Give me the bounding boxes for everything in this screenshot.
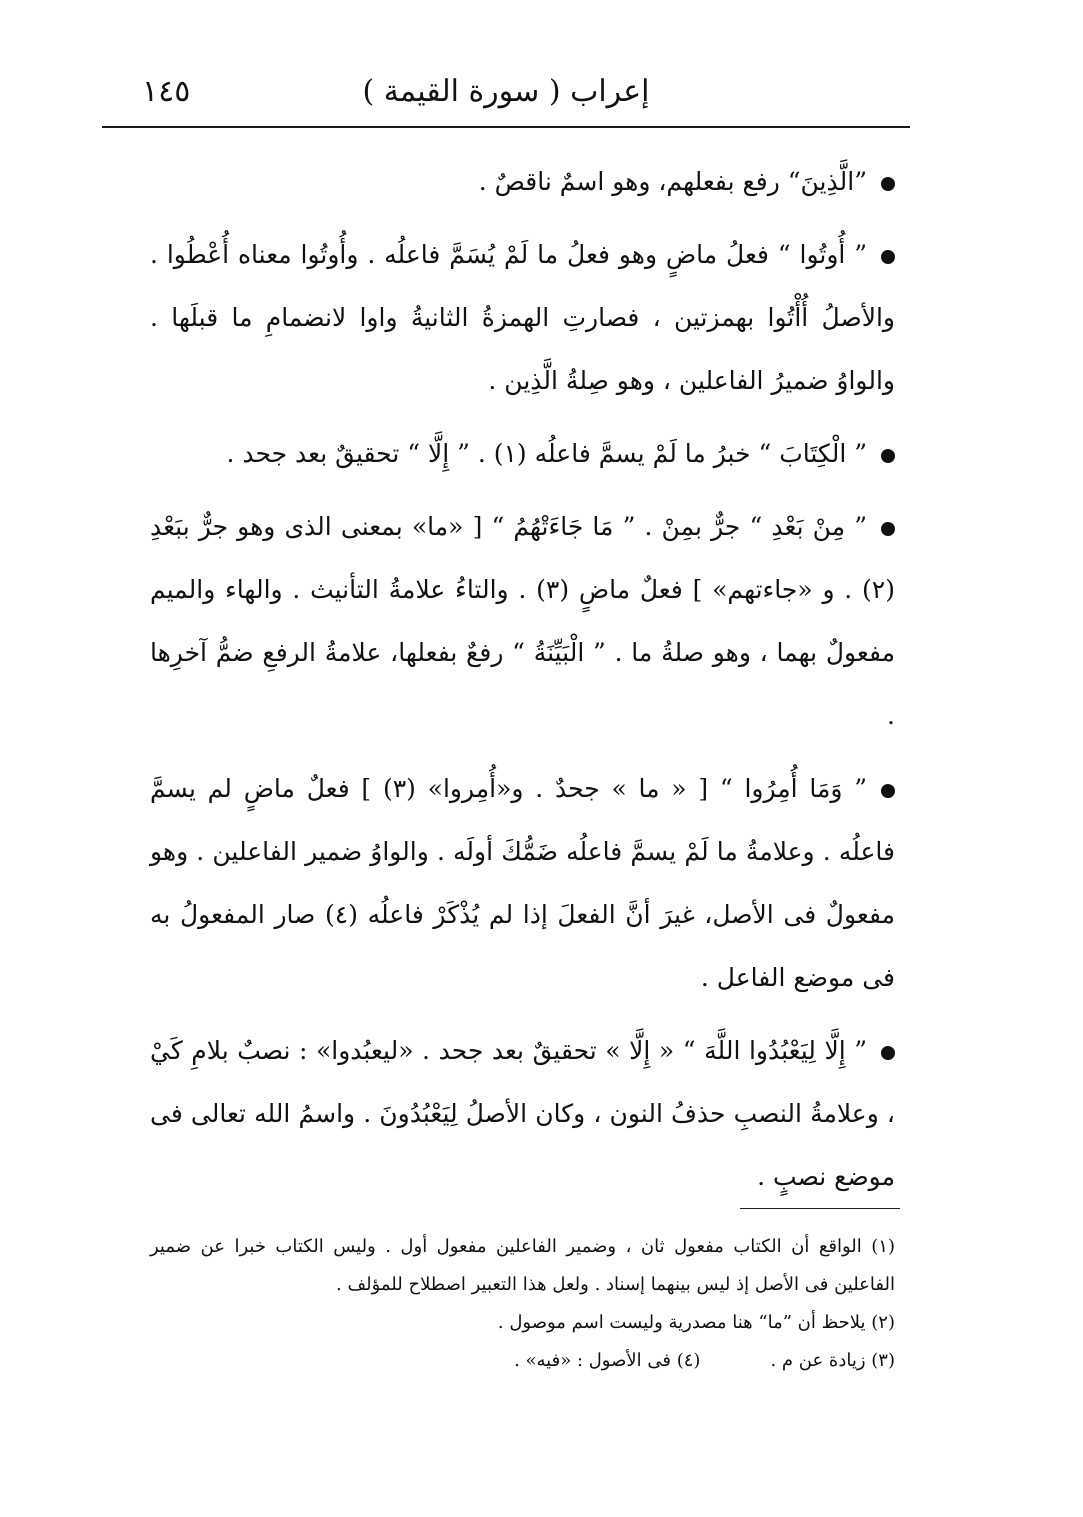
paragraph xyxy=(150,422,895,485)
bullet-icon xyxy=(881,522,895,536)
running-title: إعراب ( سورة القيمة ) xyxy=(362,74,650,109)
footnote-1: (١) الواقع أن الكتاب مفعول ثان ، وضمير الفاعلين مفعول أول . وليس الكتاب خبرا عن ضمير الفاعلين فى الأصل إذ ليس بينهما إسناد . ولعل هذا التعبير اصطلاح للمؤلف . xyxy=(150,1236,895,1295)
footnote-separator xyxy=(740,1208,900,1209)
paragraph-text: ” إِلَّا لِيَعْبُدُوا اللَّهَ “ « إِلَّا » تحقيقٌ بعد جحد . «ليعبُدوا» : نصبٌ بلامِ كَيْ ، وعلامةُ النصبِ حذفُ النون ، وكان الأصلُ لِيَعْبُدُونَ . واسمُ الله تعالى فى موضع نصبٍ . xyxy=(150,1036,895,1191)
paragraph-text: ” أُوتُوا “ فعلُ ماضٍ وهو فعلُ ما لَمْ يُسَمَّ فاعلُه . وأُوتُوا معناه أُعْطُوا . والأصلُ أُأْتُوا بهمزتين ، فصارتِ الهمزةُ الثانيةُ واوا لانضمامِ ما قبلَها . والواوُ ضميرُ الفاعلين ، وهو صِلةُ الَّذِين . xyxy=(150,240,895,395)
bullet-icon xyxy=(881,177,895,191)
paragraph xyxy=(150,757,895,1009)
footnote-2: (٢) يلاحظ أن ”ما“ هنا مصدرية وليست اسم موصول . xyxy=(497,1312,895,1333)
bullet-icon xyxy=(881,784,895,798)
bullet-icon xyxy=(881,250,895,264)
paragraph xyxy=(150,495,895,747)
paragraph xyxy=(150,150,895,213)
bullet-icon xyxy=(881,449,895,463)
main-text xyxy=(150,150,895,1218)
bullet-icon xyxy=(881,1046,895,1060)
paragraph-text: ” مِنْ بَعْدِ “ جرٌّ بمِنْ . ” مَا جَاءَتْهُمُ “ [ «ما» بمعنى الذى وهو جرٌّ ببَعْدِ (٢) . و «جاءتهم» ] فعلٌ ماضٍ (٣) . والتاءُ علامةُ التأنيث . والهاء والميم مفعولٌ بهما ، وهو صلةُ ما . ” الْبَيِّنَةُ “ رفعٌ بفعلها، علامةُ الرفعِ ضمُّ آخرِها . xyxy=(150,512,895,730)
paragraph-text: ” وَمَا أُمِرُوا “ [ « ما » جحدٌ . و«أُمِروا» (٣) ] فعلٌ ماضٍ لم يسمَّ فاعلُه . وعلامةُ ما لَمْ يسمَّ فاعلُه ضَمُّكَ أولَه . والواوُ ضمير الفاعلين . وهو مفعولٌ فى الأصل، غيرَ أنَّ الفعلَ إذا لم يُذْكَرْ فاعلُه (٤) صار المفعولُ به فى موضع الفاعل . xyxy=(150,774,895,992)
footnotes xyxy=(150,1228,895,1380)
footnote-4: (٤) فى الأصول : «فيه» . xyxy=(514,1350,701,1371)
page-number: ١٤٥ xyxy=(142,74,191,109)
paragraph-text: ” الْكِتَابَ “ خبرُ ما لَمْ يسمَّ فاعلُه (١) . ” إِلَّا “ تحقيقٌ بعد جحد . xyxy=(226,439,867,468)
paragraph xyxy=(150,1019,895,1208)
paragraph-text: ”الَّذِينَ“ رفع بفعلهم، وهو اسمٌ ناقصٌ . xyxy=(478,167,867,196)
page-header xyxy=(102,66,910,128)
footnote-3: (٣) زيادة عن م . xyxy=(770,1350,895,1371)
footnote-row xyxy=(150,1342,895,1380)
paragraph xyxy=(150,223,895,412)
